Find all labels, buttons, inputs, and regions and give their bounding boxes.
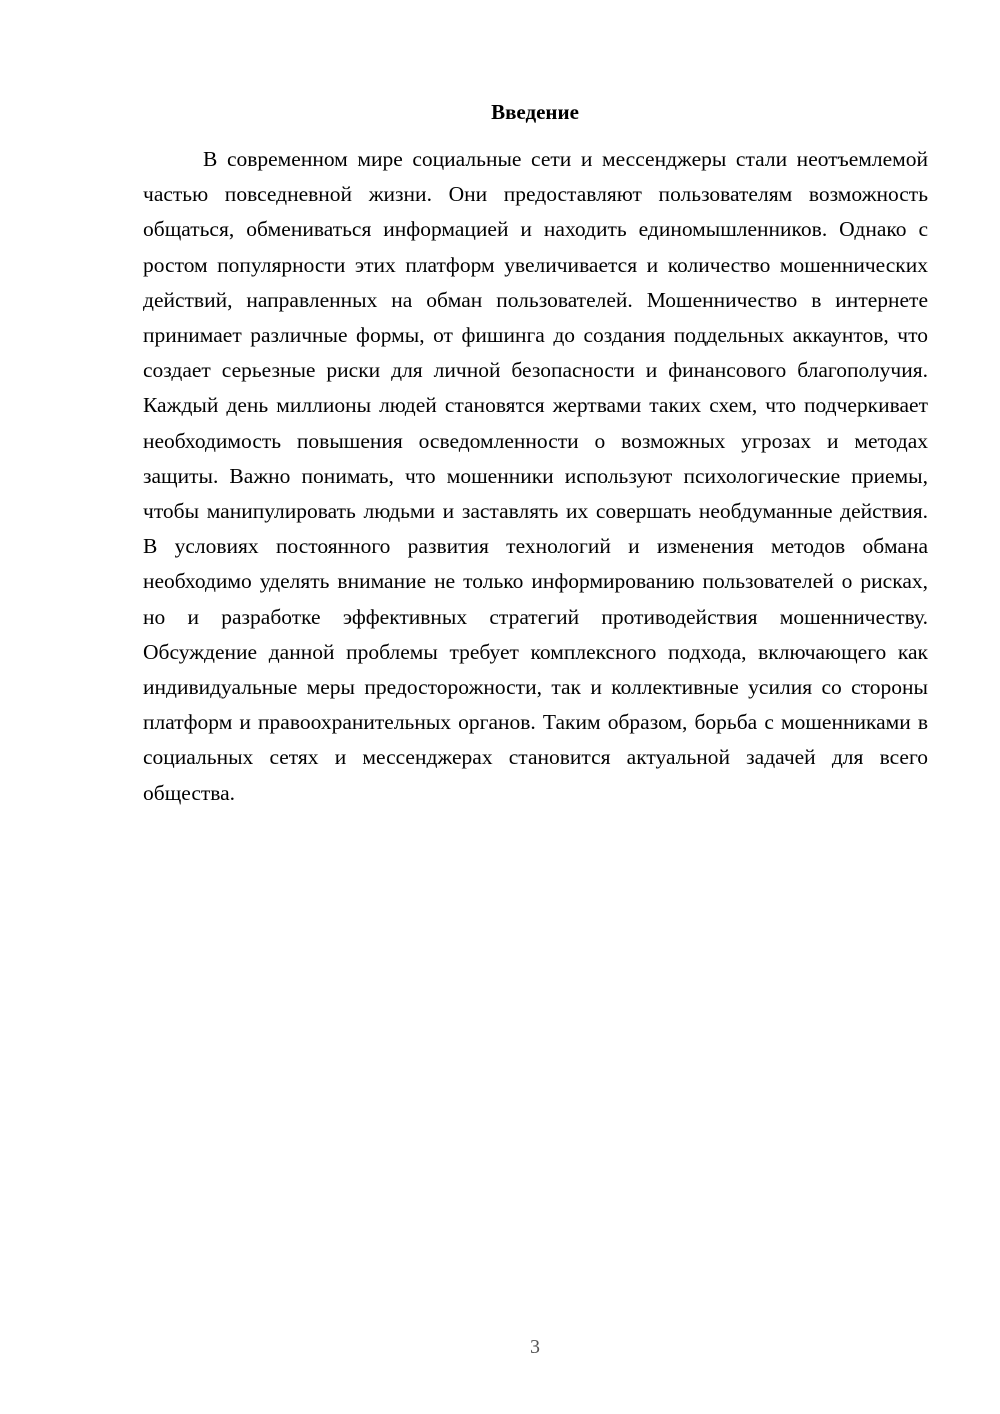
body-paragraph: В современном мире социальные сети и мессенджеры стали неотъемлемой частью повседневной жизни. Они предоставляют пользователям возможность общаться, обмениваться информацией и находить единомышленников. Однако с ростом популярности этих платформ увеличивается и количество мошеннических действий, направленных на обман пользователей. Мошенничество в интернете принимает различные формы, от фишинга до создания поддельных аккаунтов, что создает серьезные риски для личной безопасности и финансового благополучия. Каждый день миллионы людей становятся жертвами таких схем, что подчеркивает необходимость повышения осведомленности о возможных угрозах и методах защиты. Важно понимать, что мошенники используют психологические приемы, чтобы манипулировать людьми и заставлять их совершать необдуманные действия. В условиях постоянного развития технологий и изменения методов обмана необходимо уделять внимание не только информированию пользователей о рисках, но и разработке эффективных стратегий противодействия мошенничеству. Обсуждение данной проблемы требует комплексного подхода, включающего как индивидуальные меры предосторожности, так и коллективные усилия со стороны платформ и правоохранительных органов. Таким образом, борьба с мошенниками в социальных сетях и мессенджерах становится актуальной задачей для всего общества. bbox=[143, 147, 928, 805]
page-number: 3 bbox=[530, 1336, 540, 1358]
section-title: Введение bbox=[491, 100, 579, 124]
